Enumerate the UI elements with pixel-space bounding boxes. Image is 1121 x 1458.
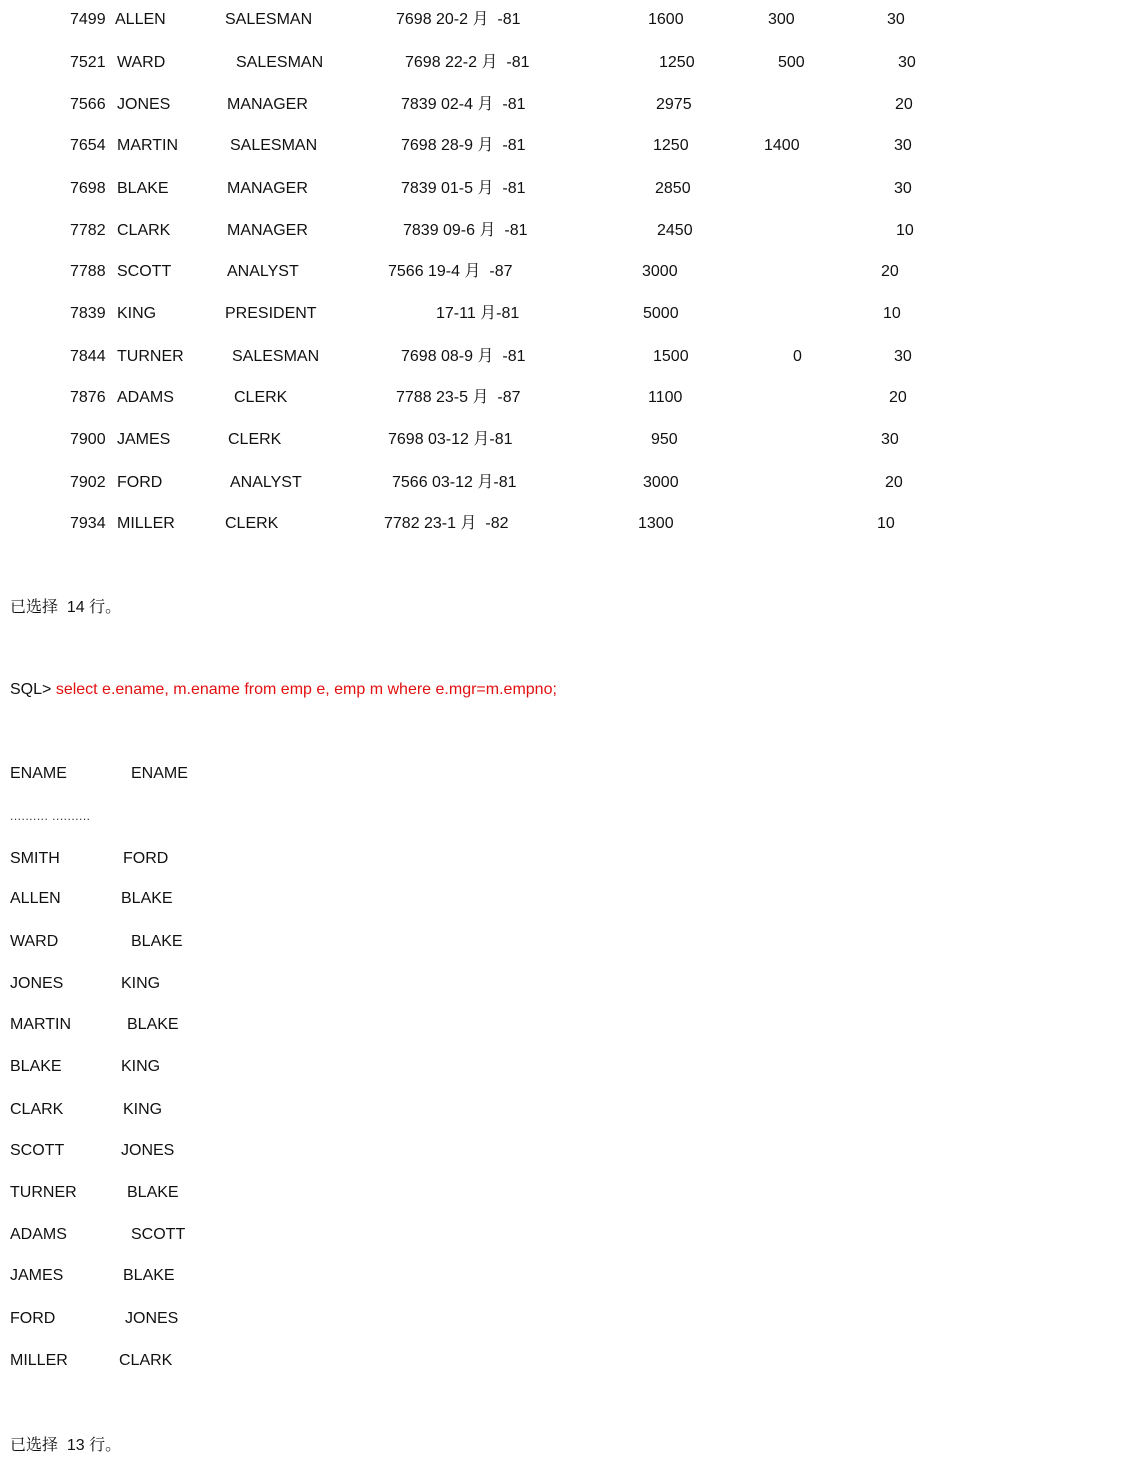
cell-mgr: 7698: [405, 54, 441, 71]
cell-empno: 7934: [70, 515, 106, 532]
cell-hiredate: 19-4 月 -87: [428, 263, 513, 280]
table-row: [0, 304, 1121, 324]
result-row: [0, 1351, 400, 1371]
cell-comm: 500: [778, 54, 805, 71]
cell-empno: 7654: [70, 137, 106, 154]
cell-empno: 7902: [70, 474, 106, 491]
result-row: [0, 1183, 400, 1203]
cell-job: SALESMAN: [236, 54, 324, 71]
cell-sal: 1250: [659, 54, 695, 71]
cell-ename: BLAKE: [117, 180, 169, 197]
employee-name: JONES: [10, 975, 64, 992]
employee-name: SMITH: [10, 850, 60, 867]
table-row: [0, 347, 1121, 367]
cell-hiredate: 09-6 月 -81: [443, 222, 528, 239]
cell-mgr: 7698: [388, 431, 424, 448]
result-row: [0, 1225, 400, 1245]
sql-prompt: SQL>: [10, 681, 52, 698]
cell-job: CLERK: [228, 431, 282, 448]
table-row: [0, 179, 1121, 199]
cell-job: SALESMAN: [230, 137, 318, 154]
cell-deptno: 30: [894, 348, 912, 365]
result-separator: .......... ..........: [10, 809, 91, 823]
table-row: [0, 388, 1121, 408]
manager-name: FORD: [123, 850, 169, 867]
cell-job: CLERK: [225, 515, 279, 532]
sql-line: [10, 680, 557, 700]
cell-mgr: 7839: [401, 180, 437, 197]
rows-selected-message: 已选择 14 行。: [10, 599, 122, 616]
cell-deptno: 30: [887, 11, 905, 28]
result-header-2: ENAME: [131, 765, 188, 782]
cell-ename: KING: [117, 305, 157, 322]
cell-ename: JAMES: [117, 431, 171, 448]
cell-deptno: 10: [896, 222, 914, 239]
manager-name: BLAKE: [127, 1184, 179, 1201]
cell-job: MANAGER: [227, 222, 308, 239]
cell-hiredate: 03-12 月-81: [428, 431, 513, 448]
result-row: [0, 974, 400, 994]
cell-empno: 7698: [70, 180, 106, 197]
cell-job: SALESMAN: [232, 348, 320, 365]
result-row: [0, 1141, 400, 1161]
cell-comm: 300: [768, 11, 795, 28]
employee-name: JAMES: [10, 1267, 64, 1284]
cell-hiredate: 23-1 月 -82: [424, 515, 509, 532]
cell-sal: 950: [651, 431, 678, 448]
employee-name: ADAMS: [10, 1226, 67, 1243]
cell-mgr: 7788: [396, 389, 432, 406]
cell-sal: 1300: [638, 515, 674, 532]
cell-mgr: 7698: [401, 348, 437, 365]
cell-ename: SCOTT: [117, 263, 172, 280]
table-row: [0, 262, 1121, 282]
cell-deptno: 30: [898, 54, 916, 71]
cell-empno: 7521: [70, 54, 106, 71]
table-row: [0, 53, 1121, 73]
table-row: [0, 221, 1121, 241]
table-row: [0, 430, 1121, 450]
cell-mgr: 7698: [396, 11, 432, 28]
cell-empno: 7900: [70, 431, 106, 448]
cell-deptno: 30: [894, 137, 912, 154]
cell-ename: ADAMS: [117, 389, 174, 406]
cell-empno: 7876: [70, 389, 106, 406]
cell-sal: 1250: [653, 137, 689, 154]
result-row: [0, 932, 400, 952]
cell-sal: 1100: [648, 389, 683, 406]
table-row: [0, 473, 1121, 493]
cell-sal: 1600: [648, 11, 684, 28]
cell-job: ANALYST: [230, 474, 302, 491]
cell-sal: 1500: [653, 348, 689, 365]
cell-ename: JONES: [117, 96, 171, 113]
cell-hiredate: 23-5 月 -87: [436, 389, 521, 406]
cell-sal: 2975: [656, 96, 692, 113]
employee-name: FORD: [10, 1310, 56, 1327]
sql-command: select e.ename, m.ename from emp e, emp m where e.mgr=m.empno;: [55, 681, 557, 698]
employee-name: SCOTT: [10, 1142, 65, 1159]
cell-ename: TURNER: [117, 348, 184, 365]
manager-name: BLAKE: [127, 1016, 179, 1033]
cell-empno: 7566: [70, 96, 106, 113]
manager-name: JONES: [125, 1310, 179, 1327]
cell-mgr: 7839: [403, 222, 439, 239]
manager-name: BLAKE: [131, 933, 183, 950]
manager-name: CLARK: [119, 1352, 173, 1369]
employee-name: WARD: [10, 933, 59, 950]
cell-comm: 0: [793, 348, 802, 365]
manager-name: KING: [121, 1058, 161, 1075]
manager-name: JONES: [121, 1142, 175, 1159]
cell-sal: 2850: [655, 180, 691, 197]
cell-hiredate: 22-2 月 -81: [445, 54, 530, 71]
cell-job: MANAGER: [227, 180, 308, 197]
cell-job: CLERK: [234, 389, 288, 406]
cell-deptno: 10: [877, 515, 895, 532]
cell-ename: ALLEN: [115, 11, 166, 28]
result-row: [0, 1266, 400, 1286]
cell-job: SALESMAN: [225, 11, 313, 28]
cell-ename: FORD: [117, 474, 163, 491]
cell-deptno: 30: [894, 180, 912, 197]
result-row: [0, 1057, 400, 1077]
cell-mgr: 7566: [388, 263, 424, 280]
cell-comm: 1400: [764, 137, 800, 154]
cell-deptno: 20: [881, 263, 899, 280]
manager-name: SCOTT: [131, 1226, 186, 1243]
cell-hiredate: 01-5 月 -81: [441, 180, 526, 197]
result-row: [0, 889, 400, 909]
cell-empno: 7788: [70, 263, 106, 280]
employee-name: MILLER: [10, 1352, 68, 1369]
cell-ename: CLARK: [117, 222, 171, 239]
cell-deptno: 10: [883, 305, 901, 322]
cell-job: PRESIDENT: [225, 305, 317, 322]
rows-selected-message-2: 已选择 13 行。: [10, 1437, 122, 1454]
cell-empno: 7499: [70, 11, 106, 28]
manager-name: BLAKE: [123, 1267, 175, 1284]
cell-mgr: 7839: [401, 96, 437, 113]
cell-sal: 2450: [657, 222, 693, 239]
cell-sal: 3000: [642, 263, 678, 280]
cell-hiredate: 17-11 月-81: [436, 305, 520, 322]
cell-empno: 7839: [70, 305, 106, 322]
cell-hiredate: 03-12 月-81: [432, 474, 517, 491]
cell-sal: 3000: [643, 474, 679, 491]
cell-sal: 5000: [643, 305, 679, 322]
cell-empno: 7782: [70, 222, 106, 239]
cell-hiredate: 20-2 月 -81: [436, 11, 521, 28]
table-row: [0, 136, 1121, 156]
manager-name: KING: [121, 975, 161, 992]
cell-ename: WARD: [117, 54, 166, 71]
employee-name: ALLEN: [10, 890, 61, 907]
cell-empno: 7844: [70, 348, 106, 365]
result-row: [0, 1015, 400, 1035]
result-row: [0, 1100, 400, 1120]
manager-name: KING: [123, 1101, 163, 1118]
result-row: [0, 849, 400, 869]
manager-name: BLAKE: [121, 890, 173, 907]
employee-name: MARTIN: [10, 1016, 72, 1033]
employee-name: CLARK: [10, 1101, 64, 1118]
cell-deptno: 20: [885, 474, 903, 491]
cell-hiredate: 28-9 月 -81: [441, 137, 526, 154]
cell-job: MANAGER: [227, 96, 308, 113]
result-row: [0, 1309, 400, 1329]
employee-name: TURNER: [10, 1184, 77, 1201]
cell-job: ANALYST: [227, 263, 299, 280]
cell-ename: MARTIN: [117, 137, 179, 154]
cell-deptno: 20: [889, 389, 907, 406]
cell-mgr: 7566: [392, 474, 428, 491]
cell-ename: MILLER: [117, 515, 175, 532]
cell-deptno: 30: [881, 431, 899, 448]
cell-deptno: 20: [895, 96, 913, 113]
table-row: [0, 514, 1121, 534]
cell-mgr: 7782: [384, 515, 420, 532]
result-header-1: ENAME: [10, 765, 67, 782]
cell-hiredate: 08-9 月 -81: [441, 348, 526, 365]
table-row: [0, 95, 1121, 115]
table-row: [0, 10, 1121, 30]
cell-hiredate: 02-4 月 -81: [441, 96, 526, 113]
employee-name: BLAKE: [10, 1058, 62, 1075]
cell-mgr: 7698: [401, 137, 437, 154]
